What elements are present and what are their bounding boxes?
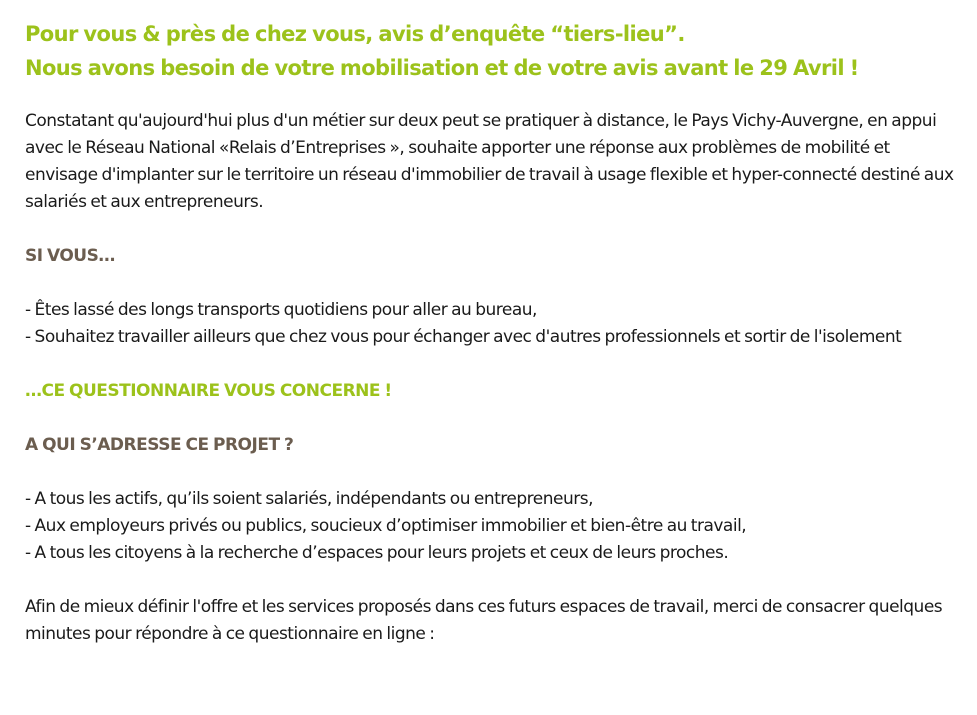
closing-paragraph: Afin de mieux définir l'offre et les services proposés dans ces futurs espaces de travail, merci de consacrer quelques minutes pour répondre à ce questionnaire en ligne : (25, 597, 943, 644)
list-item: - A tous les citoyens à la recherche d’espaces pour leurs projets et ceux de leurs proches. (25, 543, 729, 563)
spacer (25, 216, 957, 243)
intro-paragraph: Constatant qu'aujourd'hui plus d'un métier sur deux peut se pratiquer à distance, le Pays Vichy-Auvergne, en appui avec le Réseau National «Relais d’Entreprises », souhaite apporter une réponse aux problèmes de mobilité et envisage d'implanter sur le territoire un réseau d'immobilier de travail à usage flexible et hyper-connecté destiné aux salariés et aux entrepreneurs. (25, 111, 954, 212)
list-item: - Souhaitez travailler ailleurs que chez vous pour échanger avec d'autres professionnels et sortir de l'isolement (25, 327, 902, 347)
spacer (25, 405, 957, 432)
list-item: - Aux employeurs privés ou publics, soucieux d’optimiser immobilier et bien-être au travail, (25, 516, 747, 536)
list-item: - A tous les actifs, qu’ils soient salariés, indépendants ou entrepreneurs, (25, 489, 593, 509)
si-vous-heading: SI VOUS… (25, 246, 115, 266)
projet-heading: A QUI S’ADRESSE CE PROJET ? (25, 435, 294, 455)
spacer (25, 567, 957, 594)
list-item: - Êtes lassé des longs transports quotidiens pour aller au bureau, (25, 300, 537, 320)
spacer (25, 351, 957, 378)
projet-list (25, 486, 957, 567)
si-vous-list (25, 297, 957, 351)
spacer (25, 459, 957, 486)
headline-line-2: Nous avons besoin de votre mobilisation et de votre avis avant le 29 Avril ! (25, 56, 859, 80)
spacer (25, 270, 957, 297)
concerne-heading: …CE QUESTIONNAIRE VOUS CONCERNE ! (25, 381, 392, 401)
headline-line-1: Pour vous & près de chez vous, avis d’enquête “tiers-lieu”. (25, 22, 685, 46)
